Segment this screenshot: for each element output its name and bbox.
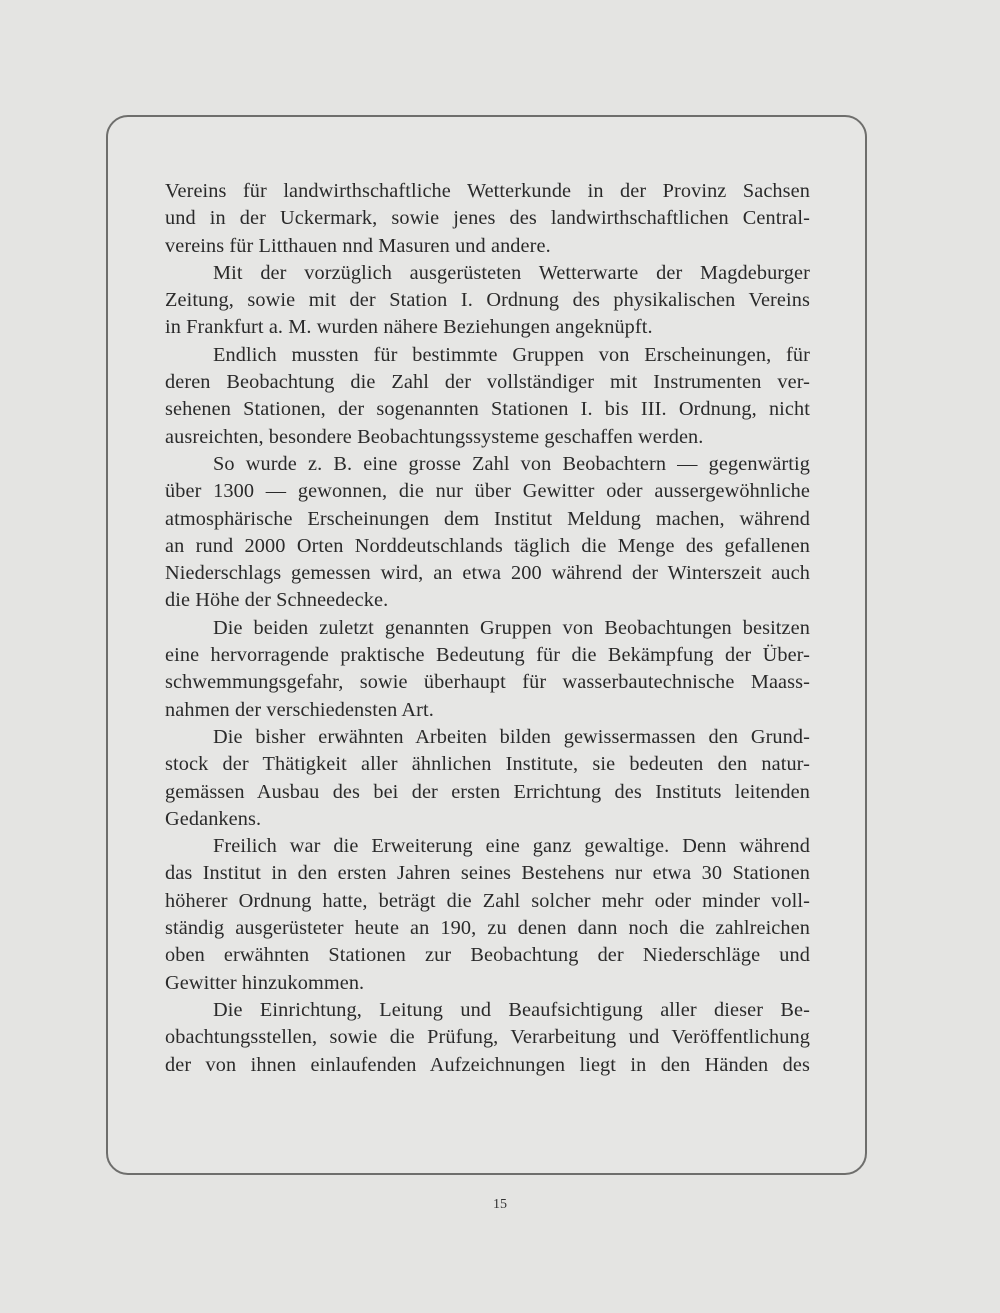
text-line: höherer Ordnung hatte, beträgt die Zahl solcher mehr oder minder voll-: [165, 889, 810, 912]
text-line: sehenen Stationen, der sogenannten Stationen I. bis III. Ordnung, nicht: [165, 398, 810, 421]
text-line: vereins für Litthauen nnd Masuren und andere.: [165, 234, 551, 257]
text-line: an rund 2000 Orten Norddeutschlands täglich die Menge des gefallenen: [165, 534, 810, 557]
text-line: schwemmungsgefahr, sowie überhaupt für wasserbautechnische Maass-: [165, 671, 810, 694]
page-number: 15: [493, 1197, 507, 1212]
text-line: und in der Uckermark, sowie jenes des landwirthschaftlichen Central-: [165, 207, 810, 230]
text-line: eine hervorragende praktische Bedeutung für die Bekämpfung der Über-: [165, 644, 810, 667]
text-line: der von ihnen einlaufenden Aufzeichnungen liegt in den Händen des: [165, 1053, 810, 1076]
text-line: obachtungsstellen, sowie die Prüfung, Verarbeitung und Veröffentlichung: [165, 1026, 810, 1049]
text-line: Niederschlags gemessen wird, an etwa 200 während der Winterszeit auch: [165, 562, 810, 585]
text-line: ausreichten, besondere Beobachtungssysteme geschaffen werden.: [165, 425, 704, 448]
text-line: ständig ausgerüsteter heute an 190, zu denen dann noch die zahlreichen: [165, 917, 810, 940]
text-line: Gedankens.: [165, 807, 262, 830]
text-line: Endlich mussten für bestimmte Gruppen von Erscheinungen, für: [213, 343, 810, 366]
text-line: Die beiden zuletzt genannten Gruppen von Beobachtungen besitzen: [213, 616, 810, 639]
text-line: stock der Thätigkeit aller ähnlichen Institute, sie bedeuten den natur-: [165, 753, 810, 776]
text-line: die Höhe der Schneedecke.: [165, 589, 389, 612]
text-line: Mit der vorzüglich ausgerüsteten Wetterwarte der Magdeburger: [213, 261, 810, 284]
text-line: oben erwähnten Stationen zur Beobachtung der Niederschläge und: [165, 944, 810, 967]
text-line: Freilich war die Erweiterung eine ganz gewaltige. Denn während: [213, 835, 810, 858]
text-line: gemässen Ausbau des bei der ersten Errichtung des Instituts leitenden: [165, 780, 810, 803]
text-line: in Frankfurt a. M. wurden nähere Beziehungen angeknüpft.: [165, 316, 653, 339]
text-line: deren Beobachtung die Zahl der vollständiger mit Instrumenten ver-: [165, 371, 810, 394]
text-line: So wurde z. B. eine grosse Zahl von Beobachtern — gegenwärtig: [213, 452, 810, 475]
body-text: [165, 178, 810, 1079]
text-line: nahmen der verschiedensten Art.: [165, 698, 434, 721]
text-line: über 1300 — gewonnen, die nur über Gewitter oder aussergewöhnliche: [165, 480, 810, 503]
text-line: Zeitung, sowie mit der Station I. Ordnung des physikalischen Vereins: [165, 289, 810, 312]
text-line: das Institut in den ersten Jahren seines Bestehens nur etwa 30 Stationen: [165, 862, 810, 885]
text-line: Gewitter hinzukommen.: [165, 971, 365, 994]
text-line: Die Einrichtung, Leitung und Beaufsichtigung aller dieser Be-: [213, 998, 810, 1021]
text-line: atmosphärische Erscheinungen dem Institut Meldung machen, während: [165, 507, 810, 530]
text-line: Die bisher erwähnten Arbeiten bilden gewissermassen den Grund-: [213, 725, 810, 748]
text-line: Vereins für landwirthschaftliche Wetterkunde in der Provinz Sachsen: [165, 180, 810, 202]
